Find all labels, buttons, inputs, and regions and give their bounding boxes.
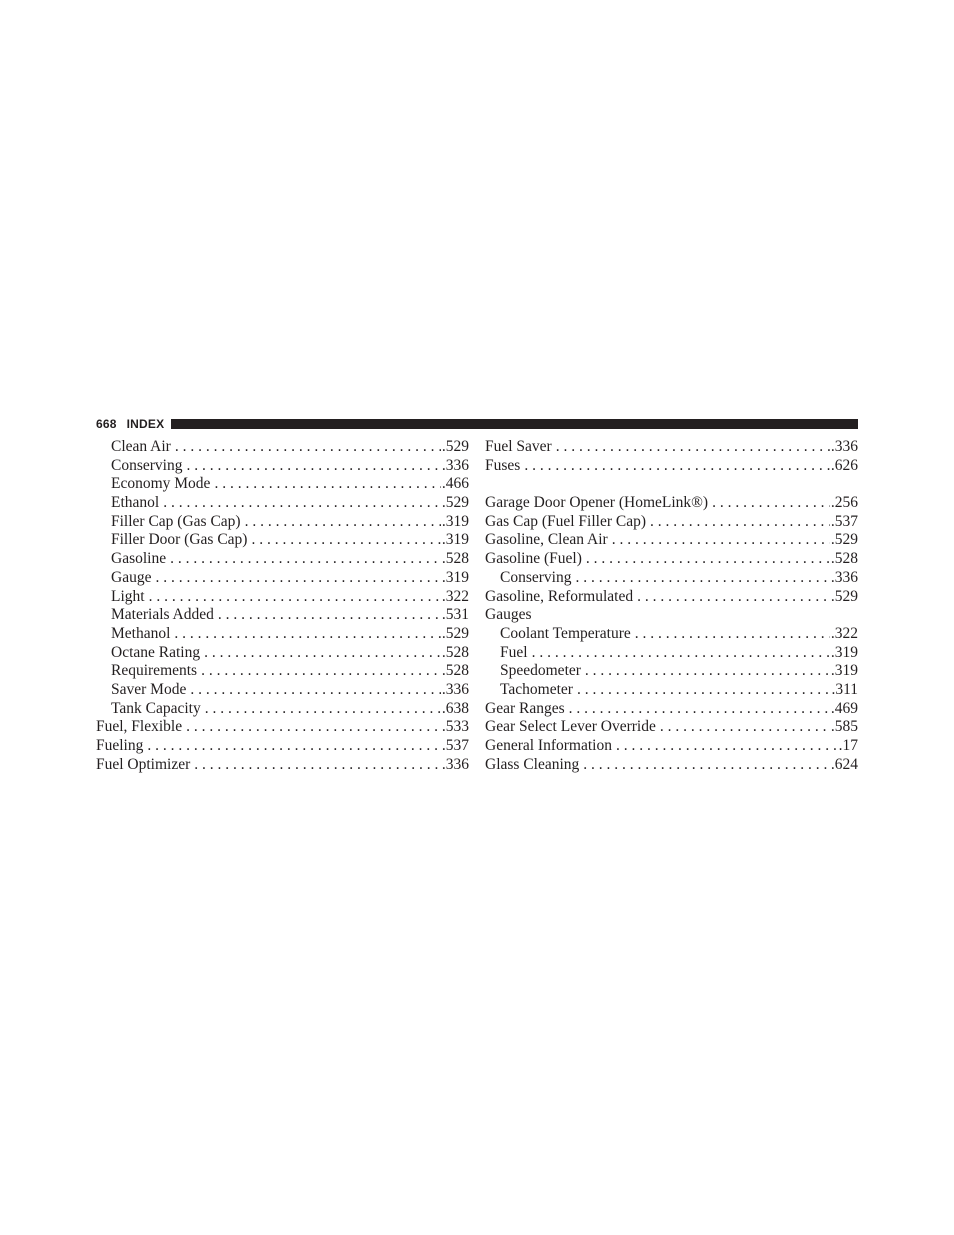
entry-page-number: .256	[830, 494, 858, 512]
dot-leader	[650, 513, 830, 532]
index-entry	[96, 718, 469, 737]
entry-page-number: .336	[441, 680, 469, 698]
index-entry	[485, 606, 858, 625]
entry-label: Coolant Temperature	[500, 624, 631, 642]
dot-leader	[586, 550, 830, 569]
entry-label: Gauges	[485, 606, 532, 624]
dot-leader	[585, 662, 830, 681]
index-entry	[485, 737, 858, 756]
entry-label: Gasoline, Reformulated	[485, 587, 634, 605]
dot-leader	[174, 625, 440, 644]
entry-label: Fuel Optimizer	[96, 755, 191, 773]
entry-label: Clean Air	[111, 438, 171, 455]
dot-leader	[577, 681, 831, 700]
index-entry	[485, 718, 858, 737]
index-entry	[485, 700, 858, 719]
dot-leader	[190, 681, 441, 700]
index-subentry	[485, 662, 858, 681]
entry-page-number: .585	[830, 718, 858, 736]
index-subentry	[485, 644, 858, 663]
dot-leader	[204, 644, 441, 663]
entry-page-number: .528	[441, 643, 469, 661]
entry-page-number: .529	[441, 438, 469, 455]
entry-label: Gasoline	[111, 550, 167, 568]
entry-label: Gear Select Lever Override	[485, 718, 656, 736]
entry-page-number: .528	[441, 662, 469, 680]
dot-leader	[251, 531, 440, 550]
entry-page-number: .466	[441, 475, 469, 493]
dot-leader	[201, 662, 441, 681]
index-entry	[485, 756, 858, 775]
index-subentry	[96, 513, 469, 532]
dot-leader	[175, 438, 441, 457]
index-subentry	[96, 438, 469, 457]
entry-label: Gasoline (Fuel)	[485, 550, 582, 568]
index-subentry	[96, 700, 469, 719]
index-column-left	[96, 438, 469, 774]
entry-label: Materials Added	[111, 606, 214, 624]
entry-page-number: .336	[441, 456, 469, 474]
index-subentry	[96, 550, 469, 569]
dot-leader	[194, 756, 441, 775]
entry-label: General Information	[485, 737, 612, 754]
entry-label: Economy Mode	[111, 475, 211, 493]
entry-page-number: .537	[441, 737, 469, 754]
entry-page-number: .319	[830, 643, 858, 661]
entry-label: Fuel Saver	[485, 438, 552, 455]
entry-page-number: .322	[830, 624, 858, 642]
dot-leader	[583, 756, 830, 775]
page-header	[96, 417, 858, 431]
entry-page-number: .336	[830, 568, 858, 586]
entry-label: Garage Door Opener (HomeLink®)	[485, 494, 709, 512]
entry-page-number: .537	[830, 512, 858, 530]
index-subentry	[96, 606, 469, 625]
index-subentry	[485, 569, 858, 588]
dot-leader	[163, 494, 441, 513]
entry-label: Glass Cleaning	[485, 755, 580, 773]
entry-label: Saver Mode	[111, 680, 187, 698]
dot-leader	[170, 550, 441, 569]
entry-label: Speedometer	[500, 662, 581, 680]
entry-label: Fuel	[500, 643, 528, 661]
index-subentry	[96, 644, 469, 663]
dot-leader	[524, 457, 830, 476]
entry-page-number: .17	[838, 737, 858, 754]
dot-leader	[712, 494, 830, 513]
entry-page-number: .529	[830, 587, 858, 605]
entry-page-number: .319	[830, 662, 858, 680]
dot-leader	[637, 588, 830, 607]
entry-page-number: .529	[830, 531, 858, 549]
entry-label: Requirements	[111, 662, 198, 680]
index-entry	[485, 531, 858, 550]
index-entry	[96, 756, 469, 775]
dot-leader	[155, 569, 440, 588]
index-entry	[485, 513, 858, 532]
dot-leader	[612, 531, 830, 550]
entry-label: Fuses	[485, 456, 521, 474]
index-subentry	[96, 588, 469, 607]
index-subentry	[485, 681, 858, 700]
dot-leader	[149, 588, 441, 607]
entry-label: Methanol	[111, 624, 171, 642]
entry-label: Light	[111, 587, 145, 605]
entry-page-number: .529	[441, 624, 469, 642]
entry-page-number: .322	[441, 587, 469, 605]
index-spacer	[485, 475, 858, 494]
index-subentry	[96, 681, 469, 700]
index-subentry	[96, 569, 469, 588]
entry-label: Gear Ranges	[485, 699, 565, 717]
entry-page-number: .336	[830, 438, 858, 455]
entry-page-number: .311	[831, 680, 858, 698]
entry-page-number: .319	[441, 531, 469, 549]
entry-label: Tachometer	[500, 680, 573, 698]
entry-page-number: .319	[441, 568, 469, 586]
entry-label: Filler Door (Gas Cap)	[111, 531, 248, 549]
entry-label: Gas Cap (Fuel Filler Cap)	[485, 512, 647, 530]
entry-label: Conserving	[500, 568, 572, 586]
dot-leader	[556, 438, 830, 457]
index-subentry	[96, 494, 469, 513]
entry-label: Filler Cap (Gas Cap)	[111, 512, 241, 530]
dot-leader	[205, 700, 441, 719]
entry-page-number: .531	[441, 606, 469, 624]
index-entry	[485, 457, 858, 476]
entry-page-number: .528	[830, 550, 858, 568]
dot-leader	[635, 625, 830, 644]
entry-label: Gauge	[111, 568, 152, 586]
entry-label: Tank Capacity	[111, 699, 201, 717]
index-entry	[96, 737, 469, 756]
index-entry	[485, 438, 858, 457]
entry-page-number: .638	[441, 699, 469, 717]
entry-page-number: .533	[441, 718, 469, 736]
entry-page-number: .319	[441, 512, 469, 530]
header-rule	[171, 419, 858, 429]
dot-leader	[186, 718, 441, 737]
entry-label: Octane Rating	[111, 643, 201, 661]
index-entry	[485, 494, 858, 513]
entry-page-number: .626	[830, 456, 858, 474]
index-subentry	[96, 531, 469, 550]
index-subentry	[96, 457, 469, 476]
entry-label: Gasoline, Clean Air	[485, 531, 608, 549]
index-column-right	[485, 438, 858, 774]
entry-page-number: .469	[830, 699, 858, 717]
entry-page-number: .529	[441, 494, 469, 512]
entry-label: Fueling	[96, 737, 144, 754]
index-subentry	[96, 662, 469, 681]
index-subentry	[96, 475, 469, 494]
entry-page-number: .624	[830, 755, 858, 773]
index-entry	[485, 550, 858, 569]
index-entry	[485, 588, 858, 607]
page-number: 668	[96, 417, 117, 431]
index-subentry	[96, 625, 469, 644]
dot-leader	[218, 606, 441, 625]
dot-leader	[147, 737, 441, 756]
dot-leader	[575, 569, 829, 588]
entry-label: Ethanol	[111, 494, 160, 512]
section-title: INDEX	[126, 417, 165, 431]
entry-label: Fuel, Flexible	[96, 718, 183, 736]
dot-leader	[186, 457, 440, 476]
dot-leader	[660, 718, 830, 737]
index-subentry	[485, 625, 858, 644]
dot-leader	[245, 513, 441, 532]
dot-leader	[569, 700, 830, 719]
entry-page-number: .336	[441, 755, 469, 773]
entry-label: Conserving	[111, 456, 183, 474]
dot-leader	[214, 475, 440, 494]
dot-leader	[532, 644, 830, 663]
dot-leader	[616, 737, 838, 756]
entry-page-number: .528	[441, 550, 469, 568]
